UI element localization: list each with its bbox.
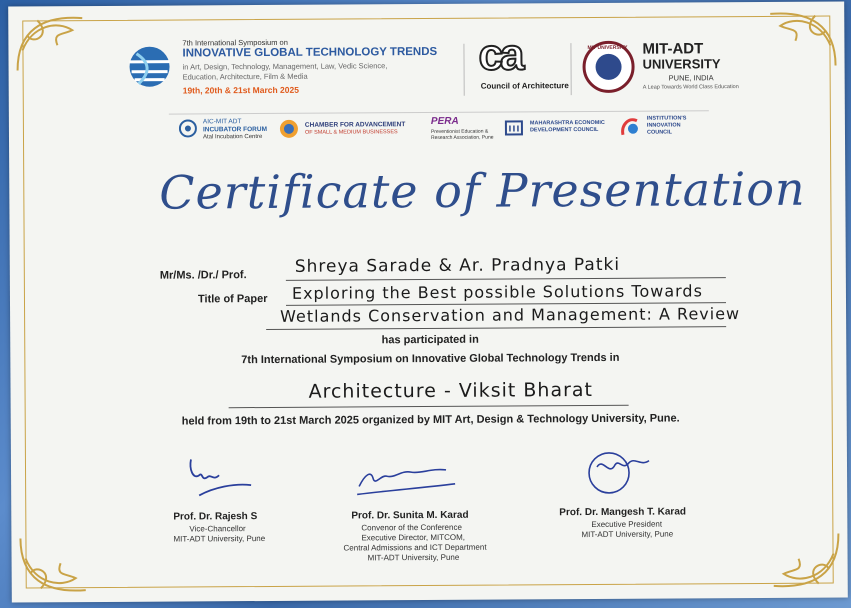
mit-seal-text: MIT UNIVERSITY	[587, 44, 628, 52]
signatory-2-role2: Executive Director, MITCOM,	[361, 532, 466, 543]
aic-logo-icon	[179, 119, 197, 137]
participated-text: has participated in	[381, 333, 479, 347]
recipient-name: Shreya Sarade & Ar. Pradnya Patki	[294, 254, 621, 277]
coa-label: Council of Architecture	[480, 81, 569, 91]
held-line: held from 19th to 21st March 2025 organized by MIT Art, Design & Technology University, Pune.	[181, 412, 680, 428]
symposium-fields-line2: Education, Architecture, Film & Media	[182, 71, 308, 82]
track-value: Architecture - Viksit Bharat	[308, 378, 594, 403]
medc-logo-icon	[504, 117, 524, 137]
name-label: Mr/Ms. /Dr./ Prof.	[159, 269, 247, 282]
corner-ornament-top-left	[12, 10, 122, 81]
mit-tagline: A Leap Towards World Class Education	[642, 84, 739, 91]
partner-aic-line1: AIC-MIT ADT	[202, 118, 242, 126]
signatory-2-role3: Central Admissions and ICT Department	[343, 542, 487, 553]
symposium-prefix: 7th International Symposium on	[182, 37, 288, 48]
mit-university-seal	[582, 41, 634, 93]
partner-pera-line3: Research Association, Pune	[430, 134, 494, 141]
signatory-2-name: Prof. Dr. Sunita M. Karad	[351, 509, 469, 522]
certificate-title: Certificate of Presentation	[159, 161, 806, 220]
partner-pera-line2: Preventionist Education &	[430, 128, 489, 135]
corner-ornament-bottom-right	[733, 523, 843, 594]
symposium-title: INNOVATIVE GLOBAL TECHNOLOGY TRENDS	[182, 45, 438, 60]
partner-iic-line2: INNOVATION	[646, 122, 681, 129]
mit-city: PUNE, INDIA	[668, 73, 714, 83]
partner-chamber-line2: OF SMALL & MEDIUM BUSINESSES	[304, 129, 398, 136]
paper-title-line2: Wetlands Conservation and Management: A Review	[280, 304, 741, 326]
signatory-1-name: Prof. Dr. Rajesh S	[173, 511, 258, 523]
symposium-fields-line1: in Art, Design, Technology, Management, Law, Vedic Science,	[182, 61, 388, 72]
paper-title-line1: Exploring the Best possible Solutions Towards	[291, 281, 703, 303]
partner-aic-line3: Atal Incubation Centre	[202, 134, 263, 141]
symposium-line: 7th International Symposium on Innovative Global Technology Trends in	[241, 351, 620, 367]
symposium-dates: 19th, 20th & 21st March 2025	[182, 84, 299, 96]
signatory-2-role1: Convenor of the Conference	[361, 522, 462, 533]
mit-name-line2: UNIVERSITY	[642, 56, 721, 72]
signature-sunita	[351, 456, 461, 501]
corner-ornament-top-right	[730, 5, 840, 76]
symposium-globe-logo	[126, 44, 172, 90]
signatory-3-role1: Executive President	[591, 519, 663, 530]
mit-name-line1: MIT-ADT	[642, 40, 704, 58]
partner-aic-line2: INCUBATOR FORUM	[202, 125, 268, 134]
signatory-1-role2: MIT-ADT University, Pune	[173, 533, 266, 544]
chamber-logo-icon	[279, 119, 299, 139]
partner-medc-line1: MAHARASHTRA ECONOMIC	[529, 119, 605, 127]
signatory-3-role2: MIT-ADT University, Pune	[581, 529, 674, 540]
iic-logo-icon	[619, 115, 641, 139]
corner-ornament-bottom-left	[15, 528, 125, 599]
signatory-2-role4: MIT-ADT University, Pune	[367, 552, 460, 563]
paper-title-label: Title of Paper	[197, 292, 268, 306]
certificate-paper	[8, 1, 848, 602]
signatory-1-role1: Vice-Chancellor	[189, 524, 246, 534]
signature-mangesh	[583, 447, 663, 499]
partner-chamber-line1: CHAMBER FOR ADVANCEMENT	[304, 121, 406, 129]
signatory-3-name: Prof. Dr. Mangesh T. Karad	[559, 506, 687, 519]
coa-logo: ca	[478, 30, 522, 80]
partner-iic-line3: COUNCIL	[646, 129, 673, 136]
partner-iic-line1: INSTITUTION'S	[646, 115, 687, 122]
partner-medc-line2: DEVELOPMENT COUNCIL	[529, 126, 599, 134]
partner-pera-line1: PERA	[430, 115, 459, 127]
signature-rajesh	[179, 455, 259, 503]
